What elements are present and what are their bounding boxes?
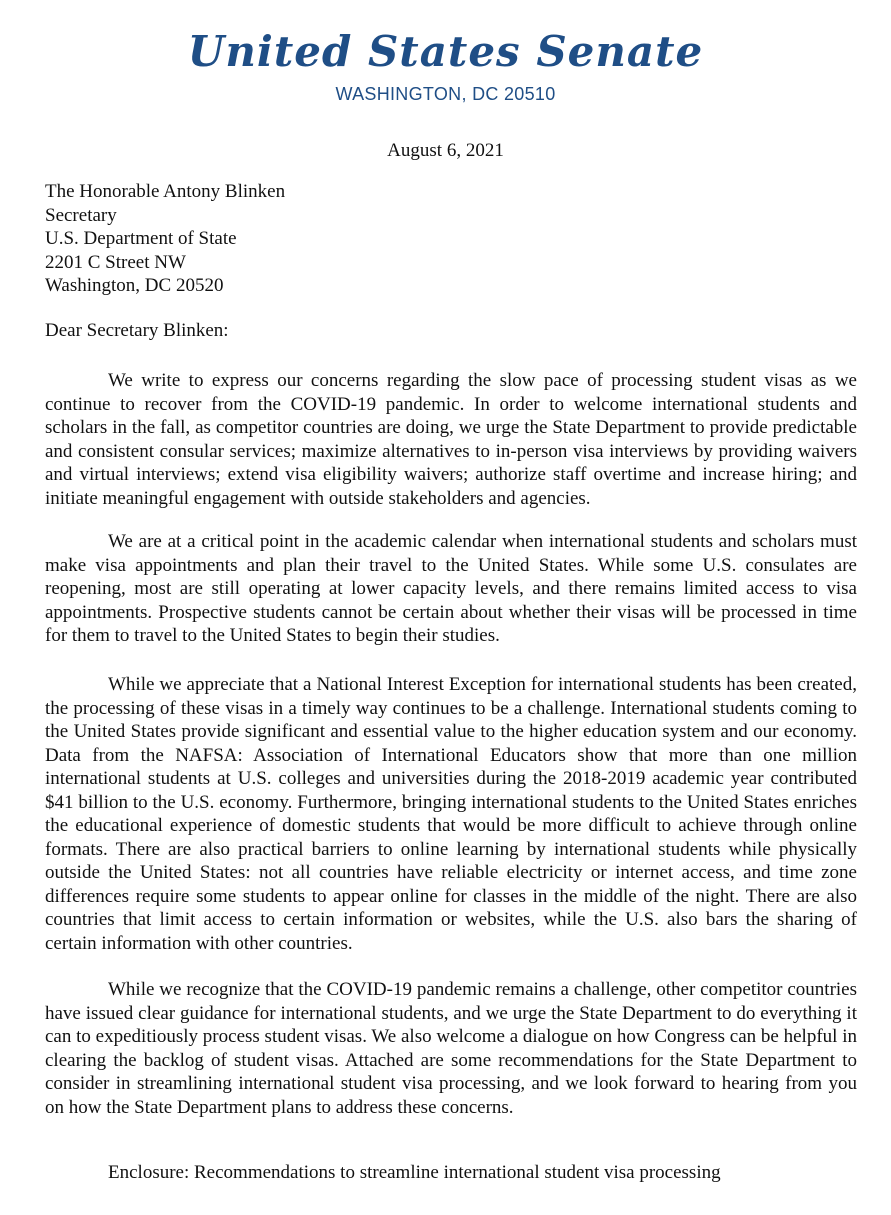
recipient-city: Washington, DC 20520 <box>45 275 224 296</box>
recipient-address <box>45 180 285 298</box>
recipient-street: 2201 C Street NW <box>45 251 186 273</box>
body-paragraph-3: While we appreciate that a National Interest Exception for international students has been created, the processing of these visas in a timely way continues to be a challenge. International students coming to the United States provide significant and essential value to the higher education system and our economy. Data from the NAFSA: Association of International Educators show that more than one million international students at U.S. colleges and universities during the 2018-2019 academic year contributed $41 billion to the U.S. economy. Furthermore, bringing international students to the United States enriches the educational experience of domestic students that would be more difficult to achieve through online formats. There are also practical barriers to online learning by international students while physically outside the United States: not all countries have reliable electricity or internet access, and time zone differences require some students to appear online for classes in the middle of the night. There are also countries that limit access to certain information or websites, while the U.S. also bars the sharing of certain information with other countries. <box>45 674 857 954</box>
enclosure-note: Enclosure: Recommendations to streamline international student visa processing <box>108 1162 721 1183</box>
recipient-name: The Honorable Antony Blinken <box>45 181 286 202</box>
recipient-title: Secretary <box>45 204 117 226</box>
recipient-department: U.S. Department of State <box>45 228 237 249</box>
body-paragraph-4: While we recognize that the COVID-19 pandemic remains a challenge, other competitor countries have issued clear guidance for international students, and we urge the State Department to do everything it can to expeditiously process student visas. We also welcome a dialogue on how Congress can be helpful in clearing the backlog of student visas. Attached are some recommendations for the State Department to consider in streamlining international student visa processing, and we look forward to hearing from you on how the State Department plans to address these concerns. <box>45 979 857 1118</box>
letterhead <box>0 26 891 105</box>
body-paragraph-2: We are at a critical point in the academic calendar when international students and scholars must make visa appointments and plan their travel to the United States. While some U.S. consulates are reopening, most are still operating at lower capacity levels, and there remains limited access to visa appointments. Prospective students cannot be certain about whether their visas will be processed in time for them to travel to the United States to begin their studies. <box>45 531 857 646</box>
salutation: Dear Secretary Blinken: <box>45 320 229 341</box>
letterhead-title: United States Senate <box>187 27 704 76</box>
body-paragraph-1: We write to express our concerns regarding the slow pace of processing student visas as we continue to recover from the COVID-19 pandemic. In order to welcome international students and scholars in the fall, as competitor countries are doing, we urge the State Department to provide predictable and consistent consular services; maximize alternatives to in-person visa interviews by providing waivers and virtual interviews; extend visa eligibility waivers; authorize staff overtime and increase hiring; and initiate meaningful engagement with outside stakeholders and agencies. <box>45 370 857 509</box>
letterhead-address: WASHINGTON, DC 20510 <box>335 84 556 104</box>
letter-date: August 6, 2021 <box>387 140 504 161</box>
